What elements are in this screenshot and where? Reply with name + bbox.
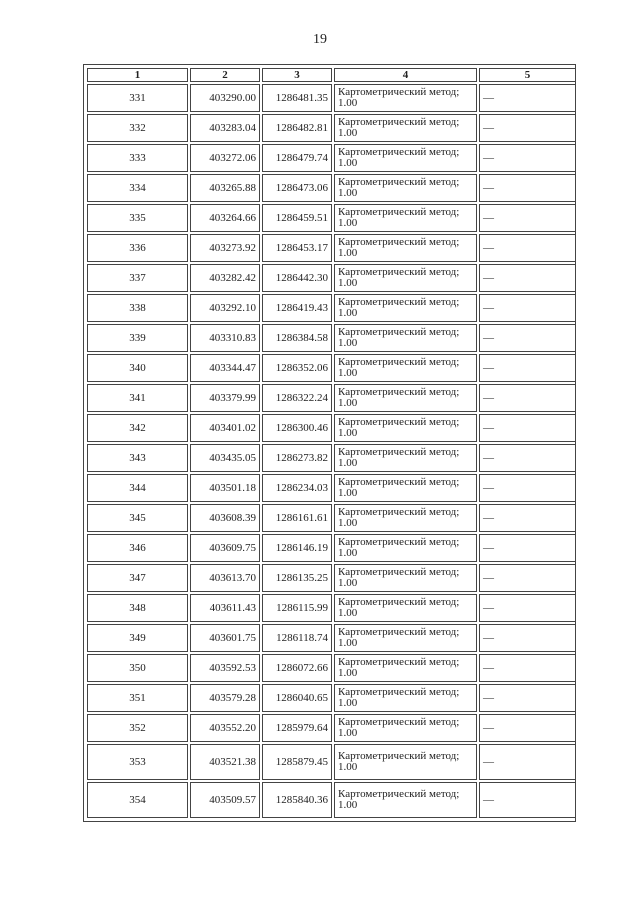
point-number-cell: 343 — [87, 444, 188, 472]
coordinates-table — [85, 66, 578, 820]
coordinate-x-cell: 403613.70 — [190, 564, 260, 592]
column-header-5: 5 — [479, 68, 576, 82]
coordinate-x-cell: 403608.39 — [190, 504, 260, 532]
method-cell — [334, 174, 477, 202]
table-row — [87, 144, 576, 172]
note-cell: — — [479, 114, 576, 142]
accuracy-text: 1.00 — [338, 247, 358, 259]
method-cell — [334, 234, 477, 262]
column-header-1: 1 — [87, 68, 188, 82]
method-text: Картометрический метод; — [338, 236, 460, 248]
method-text: Картометрический метод; — [338, 750, 460, 762]
note-cell: — — [479, 684, 576, 712]
accuracy-text: 1.00 — [338, 97, 358, 109]
method-cell — [334, 324, 477, 352]
method-cell — [334, 684, 477, 712]
method-cell — [334, 354, 477, 382]
method-text: Картометрический метод; — [338, 386, 460, 398]
note-cell: — — [479, 564, 576, 592]
coordinate-x-cell: 403509.57 — [190, 782, 260, 818]
accuracy-text: 1.00 — [338, 487, 358, 499]
point-number-cell: 354 — [87, 782, 188, 818]
point-number-cell: 340 — [87, 354, 188, 382]
accuracy-text: 1.00 — [338, 697, 358, 709]
coordinate-y-cell: 1286273.82 — [262, 444, 332, 472]
note-cell: — — [479, 504, 576, 532]
table-row — [87, 744, 576, 780]
note-cell: — — [479, 414, 576, 442]
table-row — [87, 684, 576, 712]
point-number-cell: 344 — [87, 474, 188, 502]
method-text: Картометрический метод; — [338, 476, 460, 488]
table-row — [87, 624, 576, 652]
point-number-cell: 334 — [87, 174, 188, 202]
table-row — [87, 204, 576, 232]
coordinate-x-cell: 403501.18 — [190, 474, 260, 502]
table-row — [87, 474, 576, 502]
coordinate-x-cell: 403379.99 — [190, 384, 260, 412]
method-cell — [334, 444, 477, 472]
method-text: Картометрический метод; — [338, 296, 460, 308]
coordinate-x-cell: 403592.53 — [190, 654, 260, 682]
accuracy-text: 1.00 — [338, 637, 358, 649]
point-number-cell: 331 — [87, 84, 188, 112]
method-text: Картометрический метод; — [338, 788, 460, 800]
note-cell: — — [479, 294, 576, 322]
accuracy-text: 1.00 — [338, 457, 358, 469]
method-text: Картометрический метод; — [338, 626, 460, 638]
note-cell: — — [479, 474, 576, 502]
coordinate-y-cell: 1286419.43 — [262, 294, 332, 322]
table-row — [87, 594, 576, 622]
method-text: Картометрический метод; — [338, 596, 460, 608]
table-row — [87, 294, 576, 322]
method-cell — [334, 744, 477, 780]
accuracy-text: 1.00 — [338, 367, 358, 379]
note-cell: — — [479, 264, 576, 292]
method-text: Картометрический метод; — [338, 326, 460, 338]
point-number-cell: 352 — [87, 714, 188, 742]
coordinate-x-cell: 403601.75 — [190, 624, 260, 652]
coordinate-x-cell: 403273.92 — [190, 234, 260, 262]
note-cell: — — [479, 594, 576, 622]
method-text: Картометрический метод; — [338, 416, 460, 428]
table-row — [87, 714, 576, 742]
table-row — [87, 114, 576, 142]
coordinate-y-cell: 1286384.58 — [262, 324, 332, 352]
accuracy-text: 1.00 — [338, 157, 358, 169]
coordinate-y-cell: 1286234.03 — [262, 474, 332, 502]
note-cell: — — [479, 174, 576, 202]
coordinate-y-cell: 1286115.99 — [262, 594, 332, 622]
method-text: Картометрический метод; — [338, 566, 460, 578]
method-text: Картометрический метод; — [338, 446, 460, 458]
accuracy-text: 1.00 — [338, 337, 358, 349]
coordinate-x-cell: 403435.05 — [190, 444, 260, 472]
column-header-4: 4 — [334, 68, 477, 82]
note-cell: — — [479, 204, 576, 232]
method-text: Картометрический метод; — [338, 116, 460, 128]
method-text: Картометрический метод; — [338, 206, 460, 218]
accuracy-text: 1.00 — [338, 547, 358, 559]
coordinate-y-cell: 1286442.30 — [262, 264, 332, 292]
table-row — [87, 174, 576, 202]
point-number-cell: 351 — [87, 684, 188, 712]
note-cell: — — [479, 234, 576, 262]
method-text: Картометрический метод; — [338, 86, 460, 98]
accuracy-text: 1.00 — [338, 577, 358, 589]
coordinate-x-cell: 403521.38 — [190, 744, 260, 780]
method-text: Картометрический метод; — [338, 656, 460, 668]
note-cell: — — [479, 714, 576, 742]
coordinate-x-cell: 403265.88 — [190, 174, 260, 202]
coordinate-x-cell: 403264.66 — [190, 204, 260, 232]
accuracy-text: 1.00 — [338, 727, 358, 739]
method-text: Картометрический метод; — [338, 176, 460, 188]
coordinate-y-cell: 1286481.35 — [262, 84, 332, 112]
coordinate-x-cell: 403282.42 — [190, 264, 260, 292]
point-number-cell: 341 — [87, 384, 188, 412]
point-number-cell: 333 — [87, 144, 188, 172]
coordinate-y-cell: 1286352.06 — [262, 354, 332, 382]
accuracy-text: 1.00 — [338, 517, 358, 529]
note-cell: — — [479, 444, 576, 472]
table-row — [87, 264, 576, 292]
column-header-2: 2 — [190, 68, 260, 82]
coordinate-y-cell: 1286479.74 — [262, 144, 332, 172]
method-cell — [334, 624, 477, 652]
table-row — [87, 354, 576, 382]
method-text: Картометрический метод; — [338, 266, 460, 278]
method-cell — [334, 204, 477, 232]
accuracy-text: 1.00 — [338, 607, 358, 619]
coordinate-x-cell: 403552.20 — [190, 714, 260, 742]
coordinate-y-cell: 1286322.24 — [262, 384, 332, 412]
point-number-cell: 348 — [87, 594, 188, 622]
coordinate-y-cell: 1285840.36 — [262, 782, 332, 818]
point-number-cell: 332 — [87, 114, 188, 142]
coordinate-y-cell: 1286459.51 — [262, 204, 332, 232]
point-number-cell: 342 — [87, 414, 188, 442]
point-number-cell: 337 — [87, 264, 188, 292]
table-row — [87, 534, 576, 562]
table-header-row — [87, 68, 576, 82]
coordinate-y-cell: 1286482.81 — [262, 114, 332, 142]
method-cell — [334, 714, 477, 742]
table-row — [87, 564, 576, 592]
coordinate-x-cell: 403310.83 — [190, 324, 260, 352]
method-cell — [334, 474, 477, 502]
note-cell: — — [479, 84, 576, 112]
coordinate-y-cell: 1286161.61 — [262, 504, 332, 532]
table-row — [87, 84, 576, 112]
coordinate-y-cell: 1286118.74 — [262, 624, 332, 652]
method-cell — [334, 594, 477, 622]
table-row — [87, 414, 576, 442]
point-number-cell: 353 — [87, 744, 188, 780]
table-row — [87, 234, 576, 262]
table-row — [87, 654, 576, 682]
coordinate-x-cell: 403283.04 — [190, 114, 260, 142]
note-cell: — — [479, 624, 576, 652]
column-header-3: 3 — [262, 68, 332, 82]
coordinate-y-cell: 1286300.46 — [262, 414, 332, 442]
coordinate-x-cell: 403292.10 — [190, 294, 260, 322]
coordinate-y-cell: 1285879.45 — [262, 744, 332, 780]
coordinate-y-cell: 1285979.64 — [262, 714, 332, 742]
coordinate-y-cell: 1286040.65 — [262, 684, 332, 712]
coordinate-y-cell: 1286072.66 — [262, 654, 332, 682]
note-cell: — — [479, 354, 576, 382]
coordinate-x-cell: 403611.43 — [190, 594, 260, 622]
table-row — [87, 324, 576, 352]
coordinate-x-cell: 403609.75 — [190, 534, 260, 562]
method-cell — [334, 782, 477, 818]
coordinate-x-cell: 403579.28 — [190, 684, 260, 712]
method-text: Картометрический метод; — [338, 506, 460, 518]
table-row — [87, 444, 576, 472]
point-number-cell: 349 — [87, 624, 188, 652]
accuracy-text: 1.00 — [338, 799, 358, 811]
method-text: Картометрический метод; — [338, 146, 460, 158]
method-cell — [334, 384, 477, 412]
method-text: Картометрический метод; — [338, 356, 460, 368]
coordinate-x-cell: 403290.00 — [190, 84, 260, 112]
page-number: 19 — [313, 32, 327, 47]
method-cell — [334, 564, 477, 592]
accuracy-text: 1.00 — [338, 187, 358, 199]
table-body — [87, 84, 576, 818]
accuracy-text: 1.00 — [338, 761, 358, 773]
accuracy-text: 1.00 — [338, 127, 358, 139]
note-cell: — — [479, 744, 576, 780]
accuracy-text: 1.00 — [338, 277, 358, 289]
method-cell — [334, 114, 477, 142]
method-cell — [334, 504, 477, 532]
coordinate-y-cell: 1286135.25 — [262, 564, 332, 592]
method-cell — [334, 534, 477, 562]
point-number-cell: 347 — [87, 564, 188, 592]
point-number-cell: 345 — [87, 504, 188, 532]
note-cell: — — [479, 324, 576, 352]
coordinate-x-cell: 403272.06 — [190, 144, 260, 172]
accuracy-text: 1.00 — [338, 307, 358, 319]
note-cell: — — [479, 384, 576, 412]
table-row — [87, 384, 576, 412]
method-cell — [334, 144, 477, 172]
note-cell: — — [479, 782, 576, 818]
method-text: Картометрический метод; — [338, 536, 460, 548]
accuracy-text: 1.00 — [338, 667, 358, 679]
note-cell: — — [479, 144, 576, 172]
coordinate-x-cell: 403344.47 — [190, 354, 260, 382]
method-cell — [334, 84, 477, 112]
point-number-cell: 350 — [87, 654, 188, 682]
accuracy-text: 1.00 — [338, 427, 358, 439]
method-cell — [334, 294, 477, 322]
method-text: Картометрический метод; — [338, 686, 460, 698]
table-row — [87, 504, 576, 532]
coordinate-y-cell: 1286453.17 — [262, 234, 332, 262]
coordinate-x-cell: 403401.02 — [190, 414, 260, 442]
note-cell: — — [479, 534, 576, 562]
accuracy-text: 1.00 — [338, 397, 358, 409]
accuracy-text: 1.00 — [338, 217, 358, 229]
coordinate-y-cell: 1286473.06 — [262, 174, 332, 202]
point-number-cell: 346 — [87, 534, 188, 562]
coordinate-y-cell: 1286146.19 — [262, 534, 332, 562]
method-cell — [334, 654, 477, 682]
note-cell: — — [479, 654, 576, 682]
table-row — [87, 782, 576, 818]
point-number-cell: 339 — [87, 324, 188, 352]
method-cell — [334, 414, 477, 442]
coordinates-table-frame — [83, 64, 576, 822]
method-text: Картометрический метод; — [338, 716, 460, 728]
point-number-cell: 335 — [87, 204, 188, 232]
point-number-cell: 338 — [87, 294, 188, 322]
point-number-cell: 336 — [87, 234, 188, 262]
method-cell — [334, 264, 477, 292]
